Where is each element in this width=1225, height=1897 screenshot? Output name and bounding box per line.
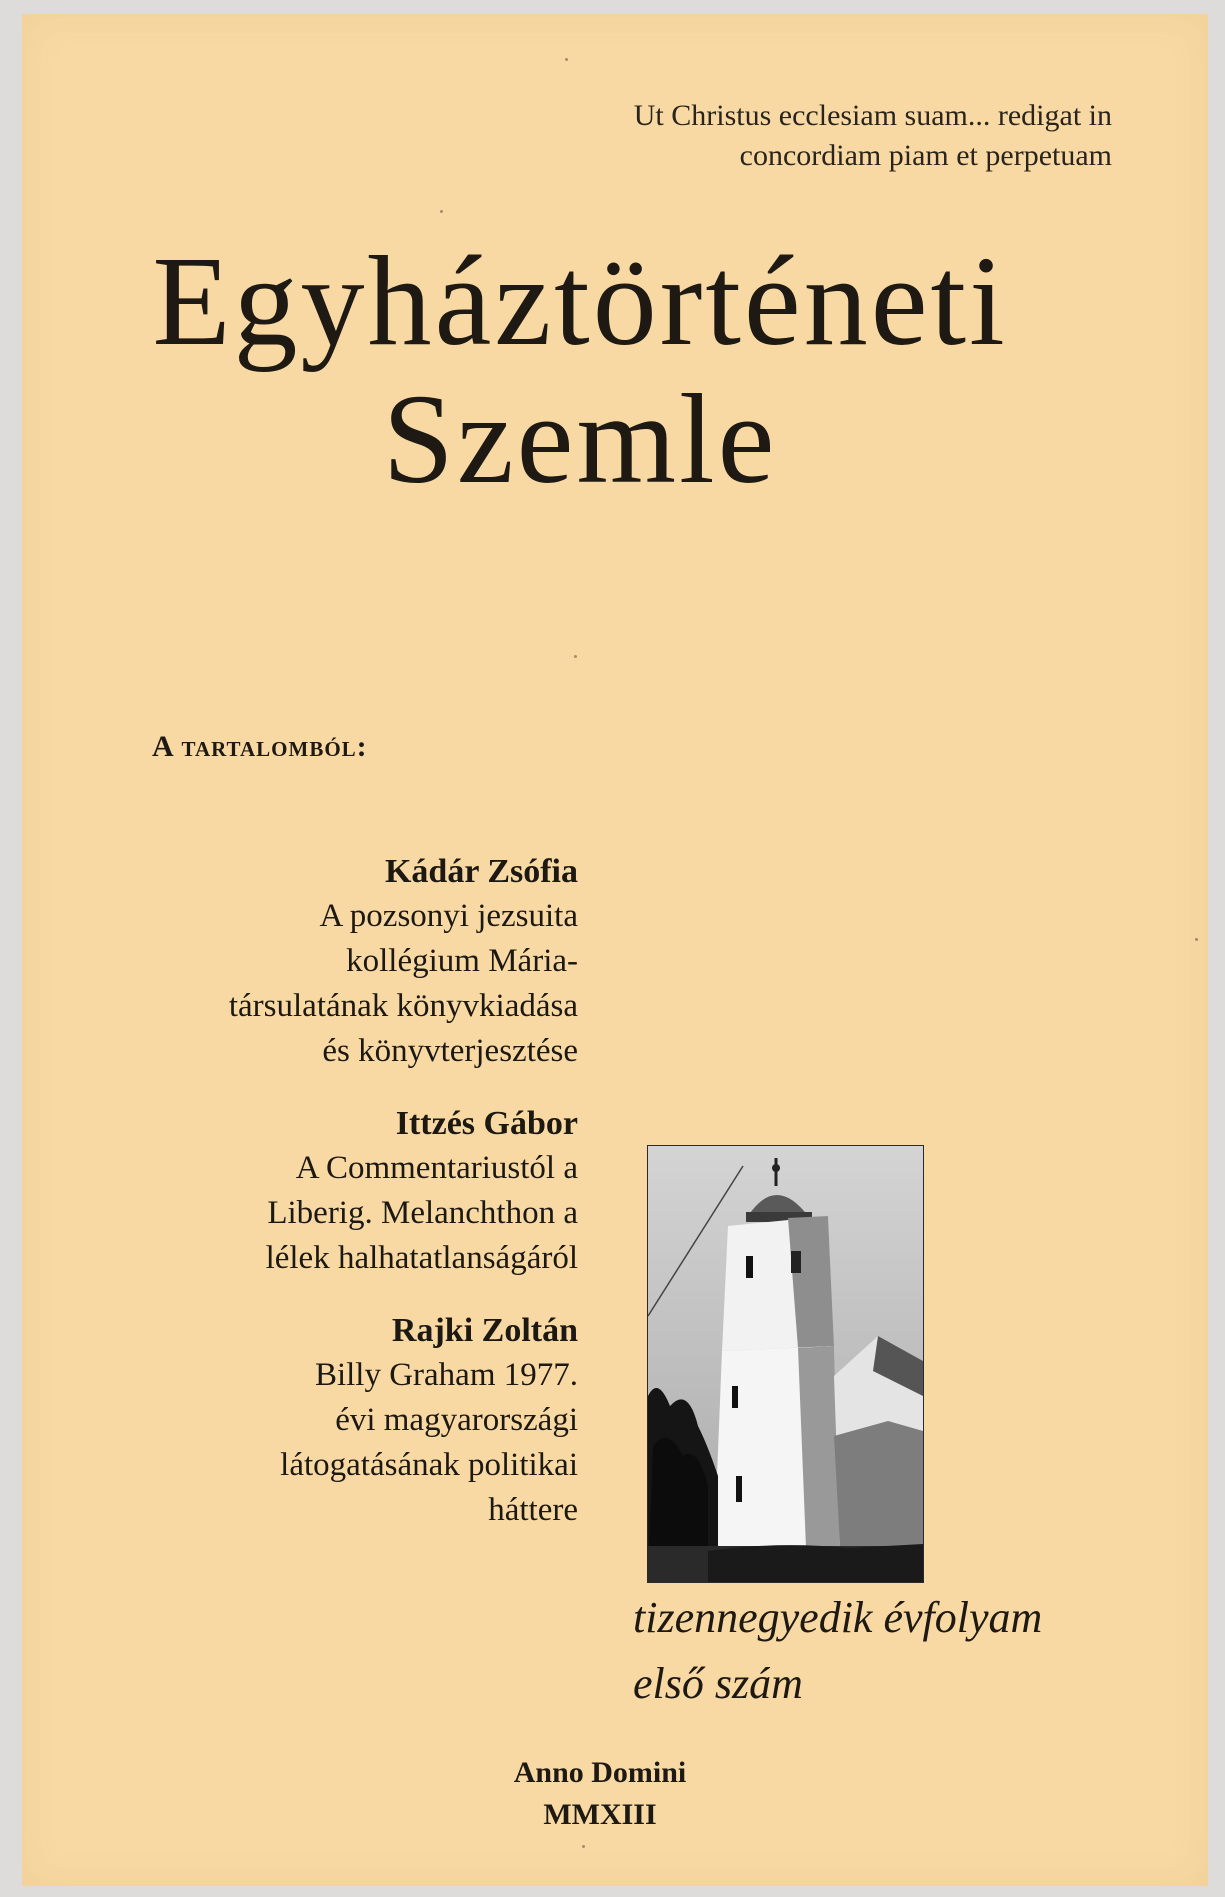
journal-title-line-2: Szemle xyxy=(382,368,778,510)
article-title: A Commentariustól a Liberig. Melanchthon a lélek halhatatlanságáról xyxy=(265,1150,578,1276)
imprint-line-1: Anno Domini xyxy=(513,1756,687,1789)
article-list xyxy=(100,850,578,1561)
contents-heading: A tartalomból: xyxy=(152,730,368,763)
article-title: Billy Graham 1977. évi magyarországi látogatásának politikai háttere xyxy=(280,1357,578,1528)
paper-speck xyxy=(565,58,568,61)
article-item xyxy=(100,1102,578,1281)
motto-line-1: Ut Christus ecclesiam suam... redigat in xyxy=(633,99,1112,132)
issue-volume: tizennegyedik évfolyam xyxy=(633,1593,1043,1642)
imprint xyxy=(400,1752,800,1836)
article-author: Ittzés Gábor xyxy=(395,1105,578,1142)
imprint-line-2: MMXIII xyxy=(543,1798,657,1831)
church-tower-photo xyxy=(647,1145,924,1583)
motto-line-2: concordiam piam et perpetuam xyxy=(739,139,1112,172)
motto xyxy=(412,96,1112,176)
church-tower-illustration xyxy=(648,1146,923,1582)
issue-number: első szám xyxy=(633,1659,803,1708)
article-author: Rajki Zoltán xyxy=(391,1312,578,1349)
article-title: A pozsonyi jezsuita kollégium Mária- társulatának könyvkiadása és könyvterjesztése xyxy=(228,898,578,1069)
article-item xyxy=(100,1309,578,1533)
journal-title-line-1: Egyháztörténeti xyxy=(152,230,1008,372)
issue-info xyxy=(633,1585,1153,1717)
article-author: Kádár Zsófia xyxy=(384,853,578,890)
journal-title xyxy=(80,232,1080,508)
paper-speck xyxy=(574,655,577,658)
paper-speck xyxy=(582,1845,585,1848)
paper-speck xyxy=(440,210,443,213)
article-item xyxy=(100,850,578,1074)
paper-speck xyxy=(1195,938,1198,941)
